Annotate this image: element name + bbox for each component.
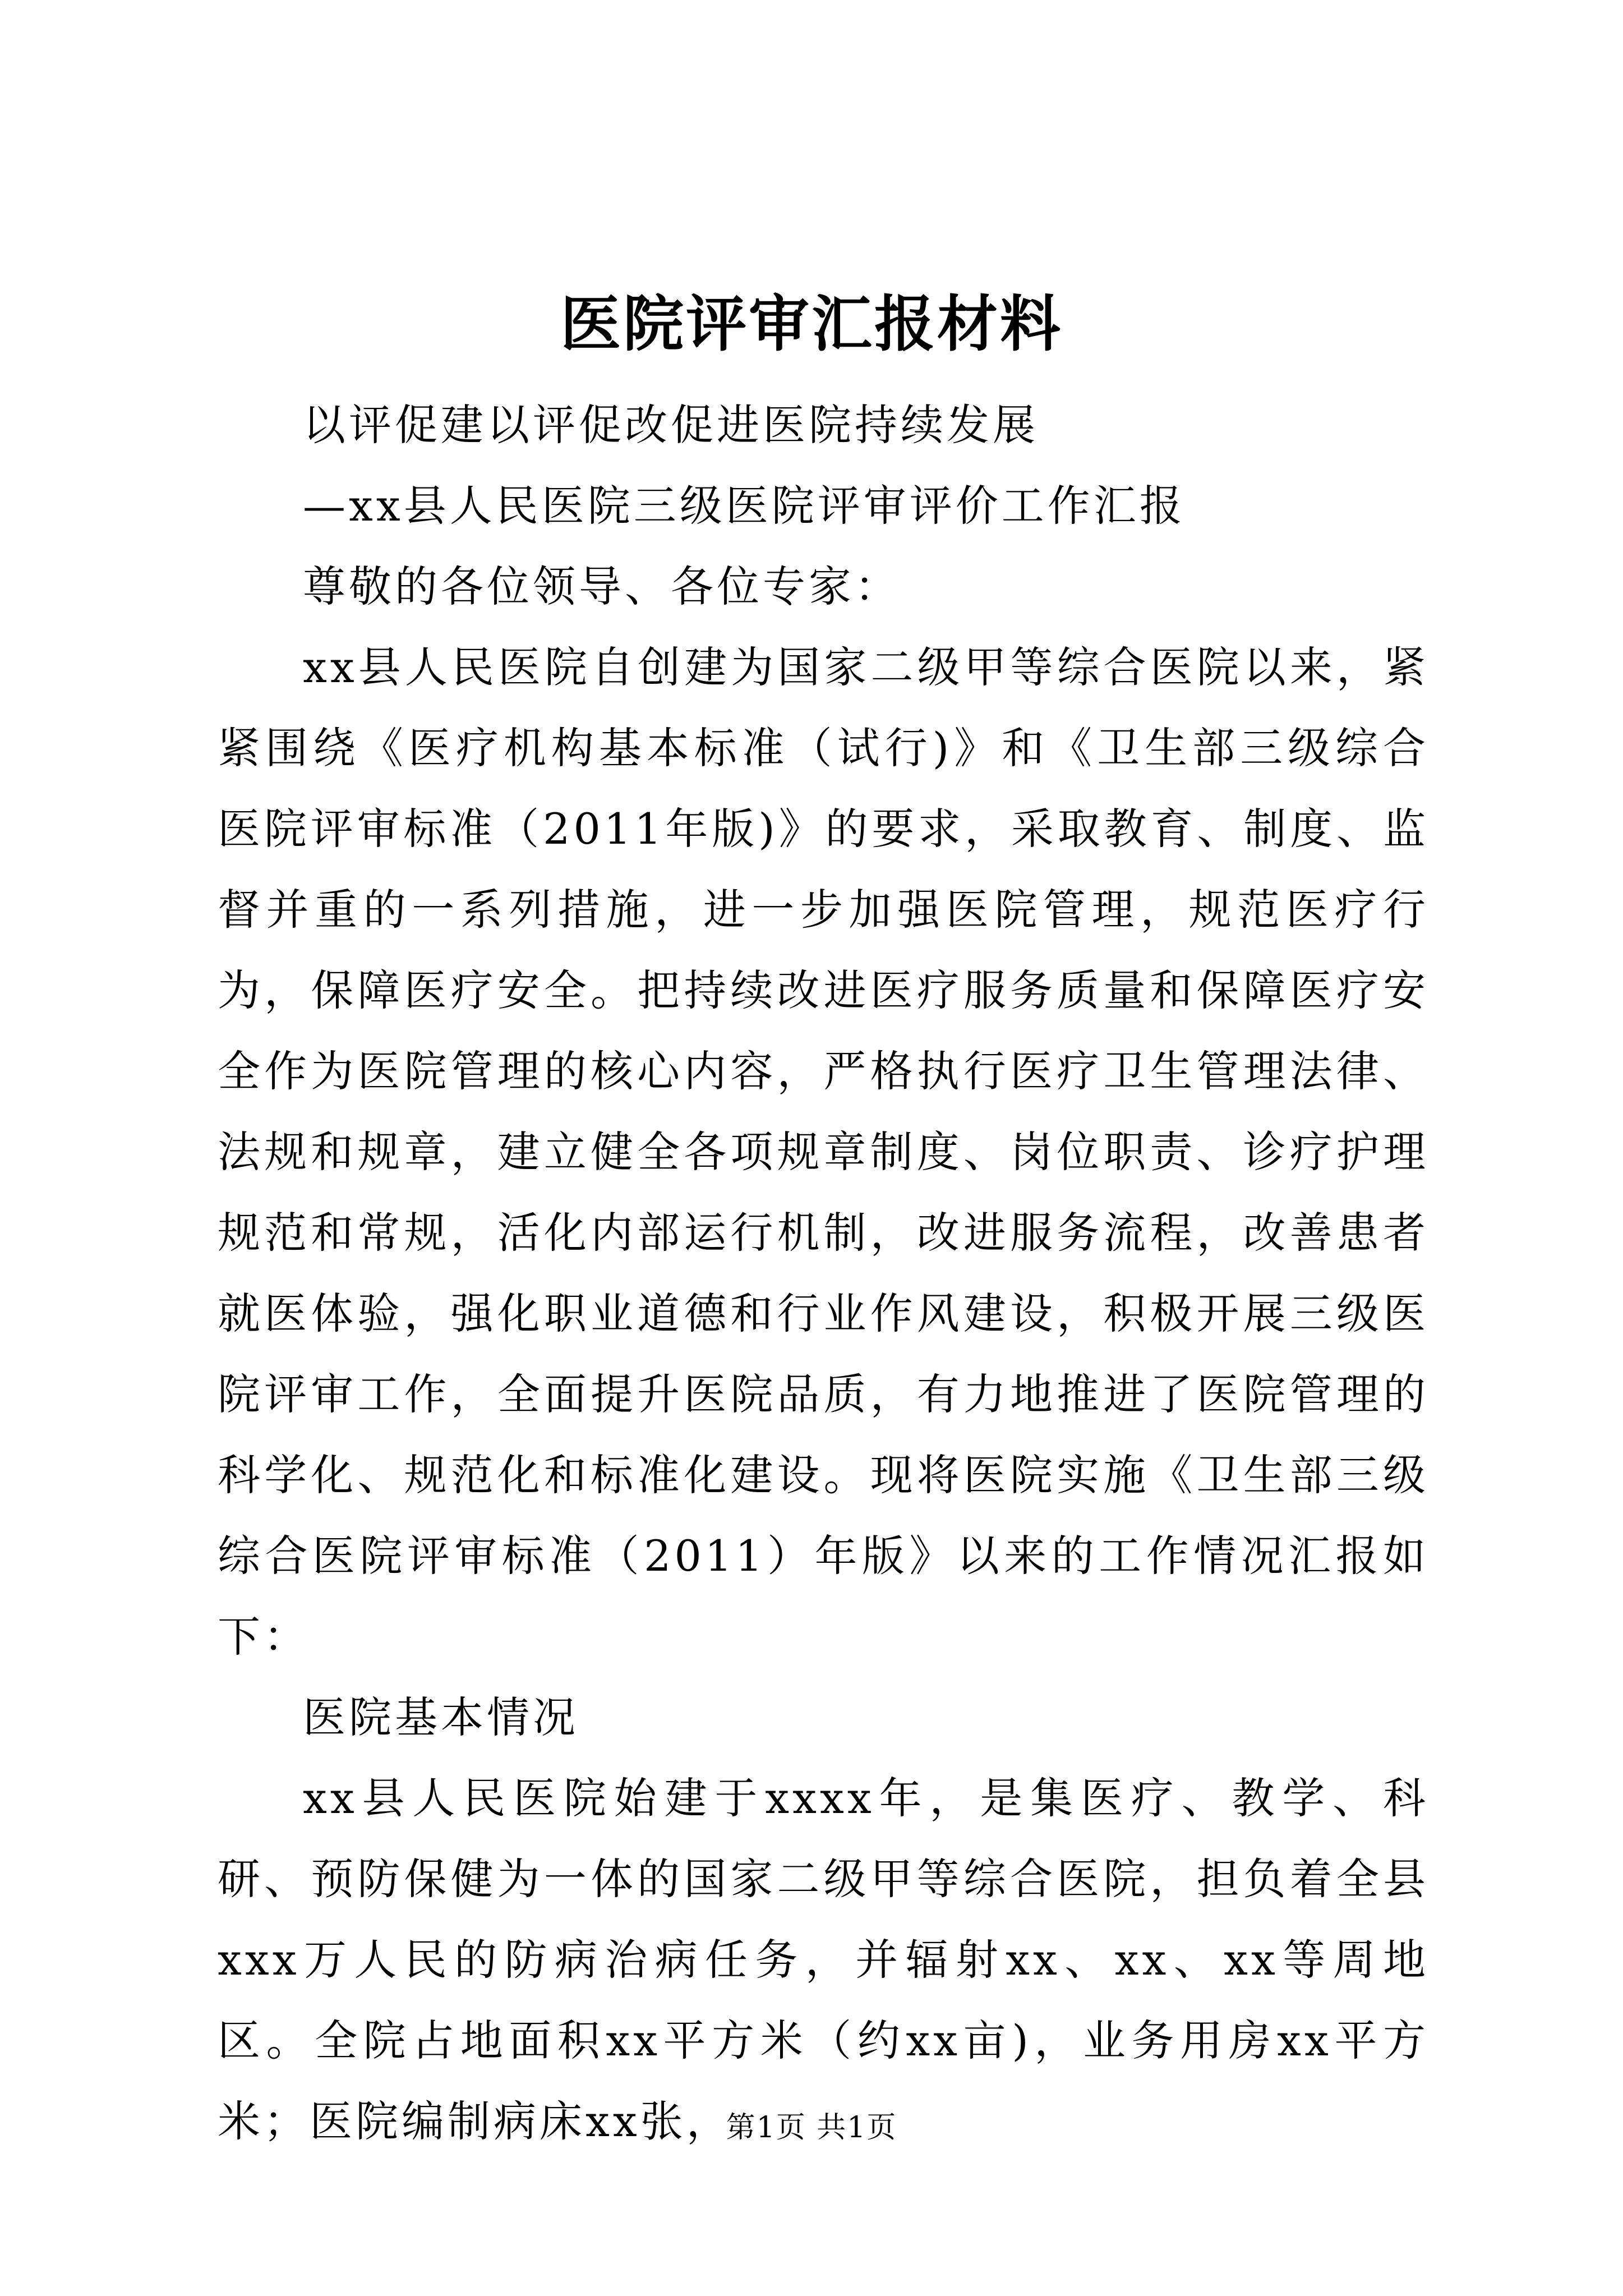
subtitle-report-line: —xx县人民医院三级医院评审评价工作汇报: [303, 481, 1186, 531]
intro-paragraph: xx县人民医院自创建为国家二级甲等综合医院以来，紧紧围绕《医疗机构基本标准（试行)》和《卫生部三级综合医院评审标准（2011年版)》的要求，采取教育、制度、监督并重的一系列措施，进一步加强医院管理，规范医疗行为，保障医疗安全。把持续改进医疗服务质量和保障医疗安全作为医院管理的核心内容，严格执行医疗卫生管理法律、法规和规章，建立健全各项规章制度、岗位职责、诊疗护理规范和常规，活化内部运行机制，改进服务流程，改善患者就医体验，强化职业道德和行业作风建设，积极开展三级医院评审工作，全面提升医院品质，有力地推进了医院管理的科学化、规范化和标准化建设。现将医院实施《卫生部三级综合医院评审标准（2011）年版》以来的工作情况汇报如下：: [218, 642, 1429, 1662]
basic-info-paragraph: xx县人民医院始建于xxxx年，是集医疗、教学、科研、预防保健为一体的国家二级甲等综合医院，担负着全县xxx万人民的防病治病任务，并辐射xx、xx、xx等周地区。全院占地面积xx平方米（约xx亩)，业务用房xx平方米；医院编制病床xx张，: [218, 1773, 1429, 2146]
document-body: [218, 385, 1429, 2162]
subtitle-line: 以评促建以评促改促进医院持续发展: [303, 400, 1039, 450]
page-footer: 第1页 共1页: [726, 2111, 897, 2145]
document-title: 医院评审汇报材料: [560, 289, 1063, 360]
section-heading: 医院基本情况: [303, 1692, 579, 1742]
salutation: 尊敬的各位领导、各位专家：: [303, 562, 901, 611]
